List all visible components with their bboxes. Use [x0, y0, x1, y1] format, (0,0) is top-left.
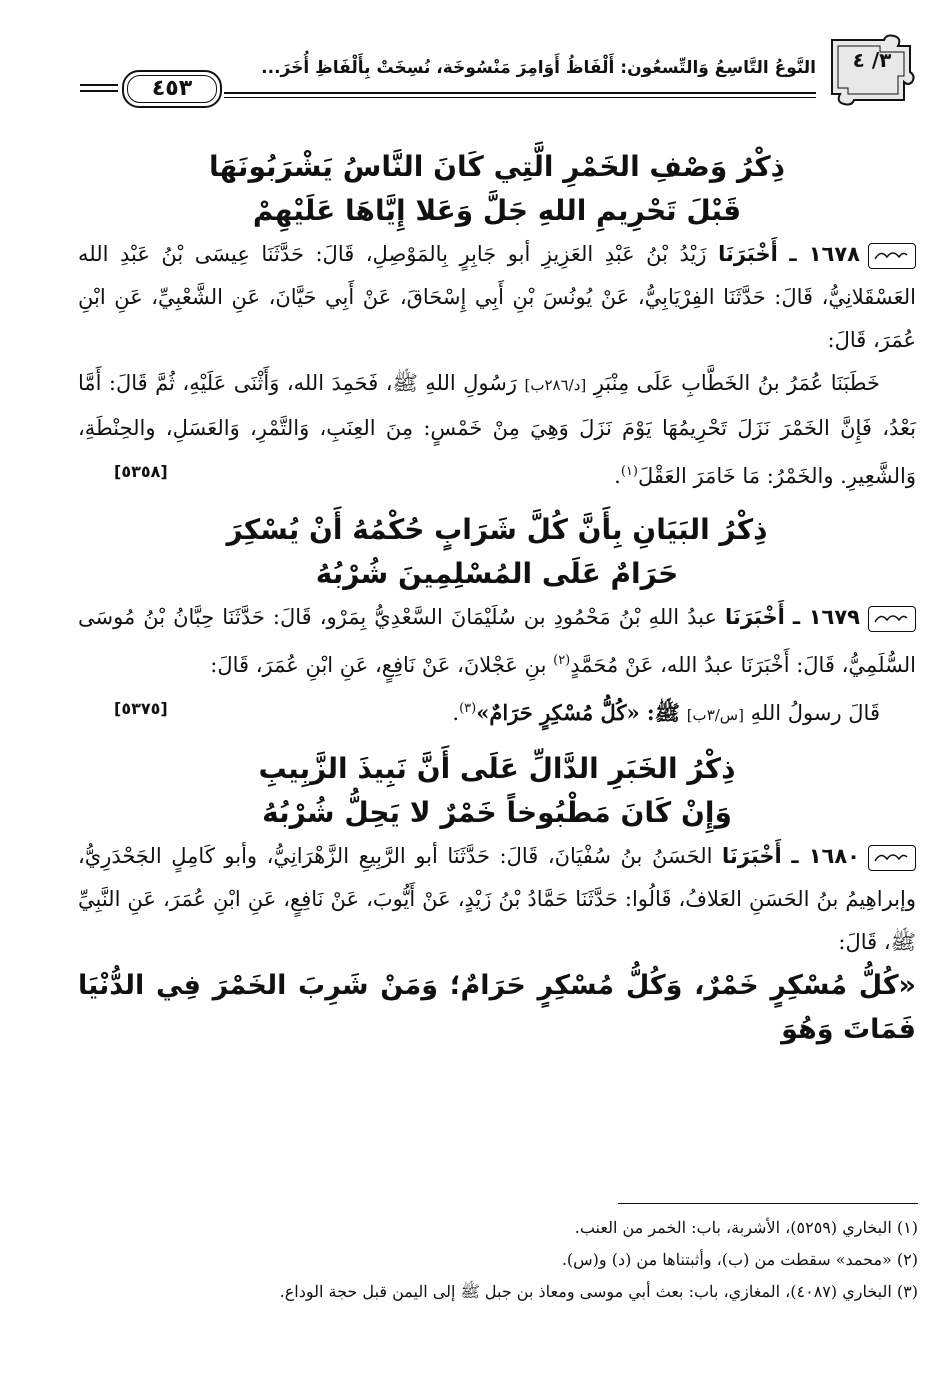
isnad-text: زَيْدُ بْنُ عَبْدِ العَزِيزِ أبو جَابِرٍ بِالمَوْصِلِ، قَالَ: حَدَّثَنَا عِيسَى بْنُ عَبْدِ الله العَسْقَلانِيُّ، قَالَ: حَدَّثَنَا الفِرْيَابِيُّ، عَنْ يُونُسَ بْنِ أَبِي إِسْحَاقَ، عَنْ أَبِي حَيَّانَ، عَنِ الشَّعْبِيِّ، عَنِ ابْنِ عُمَرَ، قَالَ:	[78, 242, 916, 352]
manuscript-ref: [س/٣ب]	[686, 706, 744, 724]
header-rule	[224, 92, 816, 94]
hadith-matn: خَطَبَنَا عُمَرُ بنُ الخَطَّابِ عَلَى مِنْبَرِ [د/٢٨٦ب] رَسُولِ اللهِ ﷺ، فَحَمِدَ الله، وَأَثْنَى عَلَيْهِ، ثُمَّ قَالَ: أَمَّا بَعْدُ، فَإِنَّ الخَمْرَ نَزَلَ تَحْرِيمُهَا يَوْمَ نَزَلَ وَهِيَ مِنْ خَمْسٍ: مِنَ العِنَبِ، وَالتَّمْرِ، وَالعَسَلِ، والحِنْطَةِ، وَالشَّعِيرِ. والخَمْرُ: مَا خَامَرَ العَقْلَ$^{(١)}$. [٥٣٥٨]	[78, 362, 916, 498]
page-number-lines	[80, 84, 118, 96]
hadith-isnad: ١٦٨٠ ـ أَخْبَرَنَا الحَسَنُ بنُ سُفْيَانَ، قَالَ: حَدَّثَنَا أبو الرَّبِيعِ الزَّهْرَانِيُّ، وأبو كَامِلٍ الجَحْدَرِيُّ، وإبراهِيمُ بنُ الحَسَنِ العَلافُ، قَالُوا: حَدَّثَنَا حَمَّادُ بْنُ زَيْدٍ، عَنْ أَيُّوبَ، عَنْ نَافِعٍ، عَنِ ابْنِ عُمَرَ، عَنِ النَّبِيِّ ﷺ، قَالَ:	[78, 844, 916, 954]
hadith-number: ١٦٧٩ ـ	[792, 605, 860, 629]
hadith-matn: قَالَ رسولُ اللهِ [س/٣ب] ﷺ: «كُلُّ مُسْكِرٍ حَرَامٌ»$^{(٣)}$. [٥٣٧٥]	[78, 687, 916, 737]
hadith-marker-icon	[868, 243, 916, 269]
hadith-isnad	[78, 233, 916, 362]
footnote-mark: (١)	[620, 464, 638, 479]
footnote-mark: (٣)	[459, 701, 477, 716]
hadith-isnad: ١٦٧٩ ـ أَخْبَرَنَا عبدُ اللهِ بْنُ مَحْمُودِ بن سُلَيْمَانَ السَّعْدِيُّ بِمَرْو، قَالَ: حَدَّثَنَا حِبَّانُ بْنُ مُوسَى السُّلَمِيُّ، قَالَ: أَخْبَرَنَا عبدُ الله، عَنْ مُحَمَّدٍ$^{(٢)}$ بنِ عَجْلانَ، عَنْ نَافِعٍ، عَنِ ابْنِ عُمَرَ، قَالَ:	[78, 605, 916, 677]
akhbarana: أَخْبَرَنَا	[718, 242, 778, 266]
running-header	[80, 30, 916, 110]
manuscript-ref: [د/٢٨٦ب]	[524, 376, 587, 394]
chapter-heading: ذِكْرُ الخَبَرِ الدَّالِّ عَلَى أَنَّ نَبِيذَ الزَّبِيبِ وَإِنْ كَانَ مَطْبُوخاً خَمْرٌ لا يَحِلُّ شُرْبُهُ	[258, 752, 736, 829]
footnote: (٣) البخاري (٤٠٨٧)، المغازي، باب: بعث أبي موسى ومعاذ بن جبل ﷺ إلى اليمن قبل حجة الوداع.	[279, 1282, 918, 1301]
hadith-marker-icon	[868, 606, 916, 632]
chapter-heading: ذِكْرُ البَيَانِ بِأَنَّ كُلَّ شَرَابٍ حُكْمُهُ أَنْ يُسْكِرَ حَرَامٌ عَلَى المُسْلِمِينَ شُرْبُهُ	[226, 513, 768, 590]
hadith-matn: «كُلُّ مُسْكِرٍ خَمْرٌ، وَكُلُّ مُسْكِرٍ حَرَامٌ؛ وَمَنْ شَرِبَ الخَمْرَ فِي الدُّنْيَا فَمَاتَ وَهُوَ	[78, 970, 916, 1045]
page-number-box	[122, 70, 222, 108]
footnote-mark: (٢)	[553, 653, 571, 668]
footnotes	[78, 1212, 918, 1308]
hadith-marker-icon	[868, 845, 916, 871]
chapter-heading: ذِكْرُ وَصْفِ الخَمْرِ الَّتِي كَانَ النَّاسُ يَشْرَبُونَهَا قَبْلَ تَحْرِيمِ اللهِ جَلَّ وَعَلا إِيَّاهَا عَلَيْهِمْ	[208, 150, 786, 227]
footnote-separator	[78, 1203, 918, 1204]
hadith-number: ١٦٨٠ ـ	[791, 844, 860, 868]
akhbarana: أَخْبَرَنَا	[725, 605, 785, 629]
footnote: (١) البخاري (٥٢٥٩)، الأشربة، باب: الخمر من العنب.	[574, 1218, 918, 1237]
cross-reference: [٥٣٧٥]	[114, 699, 168, 718]
header-rule-thin	[224, 97, 816, 98]
emblem-label: ٣/ ٤	[852, 48, 892, 72]
akhbarana: أَخْبَرَنَا	[722, 844, 782, 868]
footnote: (٢) «محمد» سقطت من (ب)، وأثبتناها من (د) و(س).	[561, 1250, 918, 1269]
cross-reference: [٥٣٥٨]	[114, 462, 168, 481]
page-number: ٤٥٣	[151, 76, 193, 101]
running-title: النَّوعُ التَّاسِعُ وَالتِّسعُون: أَلْفَاظُ أَوَامِرَ مَنْسُوخَة، نُسِخَتْ بِأَلْفَاظِ أُخَرَ...	[261, 58, 816, 78]
page-content	[78, 145, 916, 1052]
hadith-number: ١٦٧٨ ـ	[789, 242, 860, 266]
